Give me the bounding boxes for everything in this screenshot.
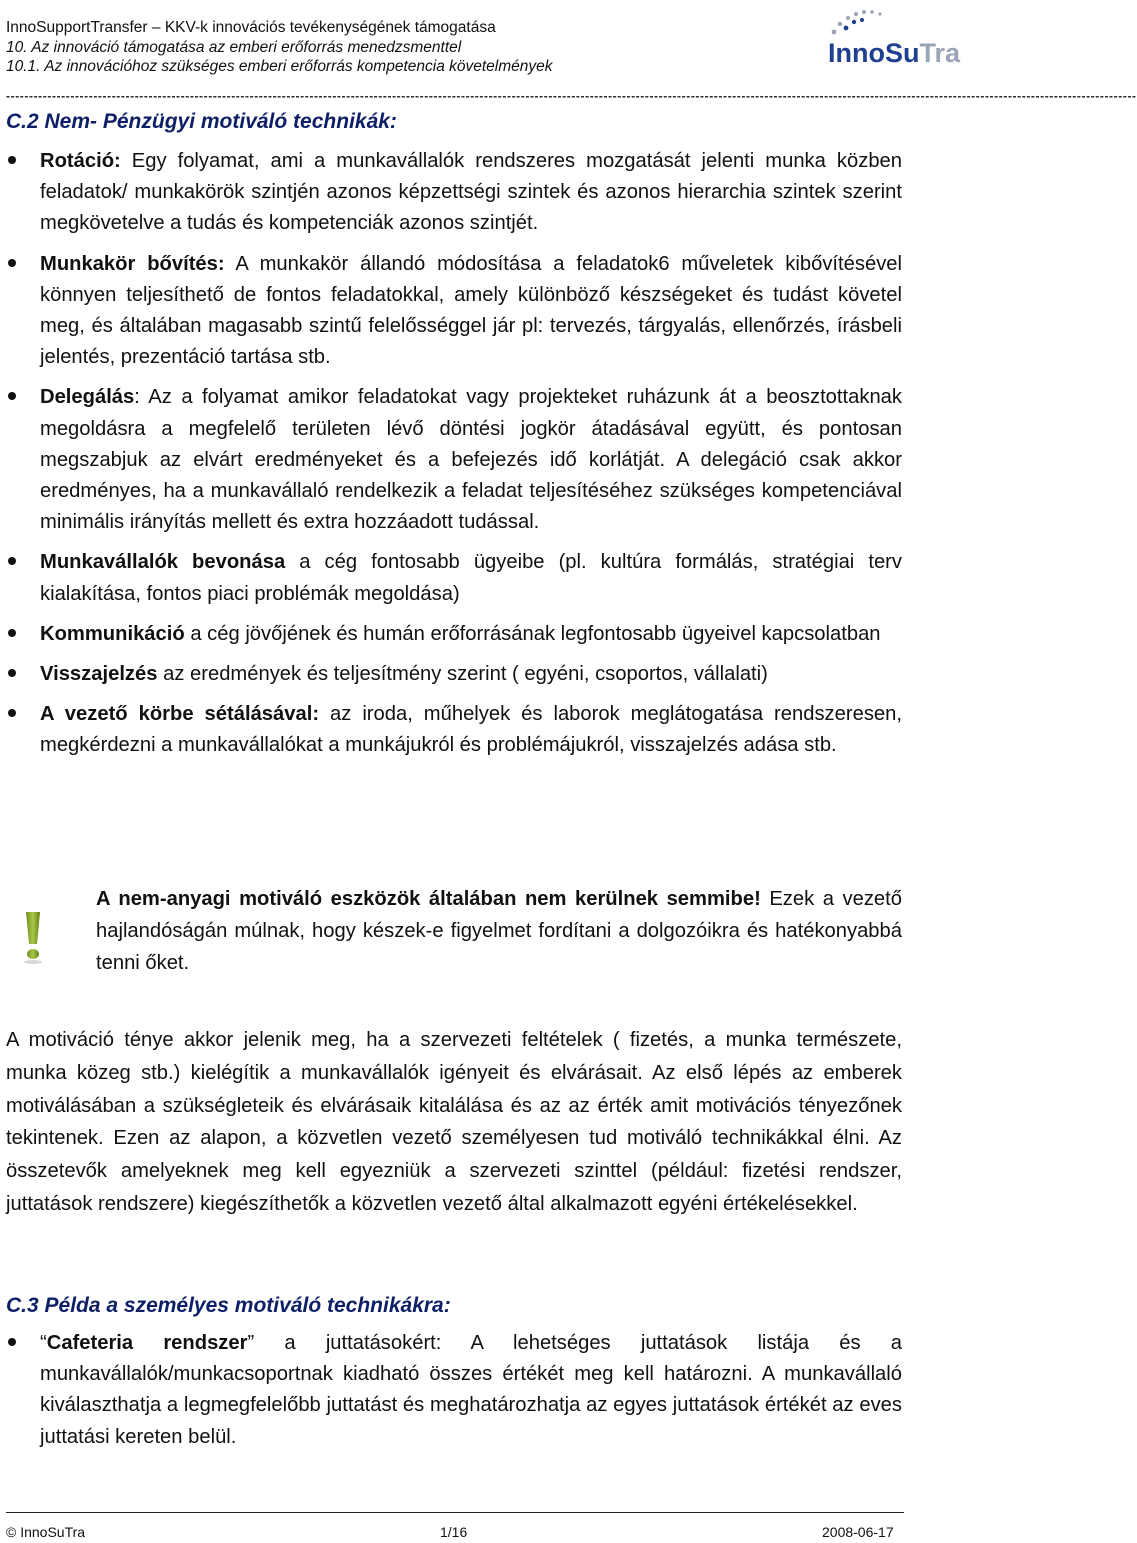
header-project-title: InnoSupportTransfer – KKV-k innovációs tevékenységének támogatása [6, 19, 496, 36]
note-block [96, 884, 902, 979]
bullet-icon [8, 557, 16, 565]
bullet-icon [8, 669, 16, 677]
list-item-term: Kommunikáció [40, 622, 185, 645]
motivation-paragraph: A motiváció ténye akkor jelenik meg, ha a szervezeti feltételek ( fizetés, a munka természete, munka közeg stb.) kielégítik a munkavállalók igényeit és elvárásait. Az első lépés az emberek motiválásában a szükségleteik és elvárásaik kitalálása és az az érték amit motivációs tényezőnek tekintenek. Ezen az alapon, a közvetlen vezető személyesen tud motiváló technikákkal élni. Az összetevők amelyeknek meg kell egyezniük a szervezeti szinttel (például: fizetési rendszer, juttatások rendszere) kiegészíthetők a közvetlen vezető által alkalmazott egyéni értékelésekkel. [6, 1029, 902, 1215]
innosutra-logo [826, 8, 960, 68]
footer-rule [6, 1512, 904, 1513]
section-c3-list [0, 1328, 960, 1462]
list-item [0, 146, 902, 240]
header-chapter-title: 10. Az innováció támogatása az emberi erőforrás menedzsmenttel [6, 38, 462, 56]
list-item [0, 699, 902, 761]
svg-text:InnoSuTra [828, 38, 961, 68]
section-c3-heading: C.3 Példa a személyes motiváló technikákra: [6, 1294, 451, 1317]
list-item-text: Egy folyamat, ami a munkavállalók rendszeres mozgatását jelenti munka közben feladatok/ munkakörök szintjén azonos képzettségi szintek és azonos hierarchia szintek szerint megkövetelve a tudás és kompetenciák azonos szintjét. [40, 150, 902, 235]
list-item-text: : Az a folyamat amikor feladatokat vagy projekteket ruházunk át a beosztottaknak megoldásra a megfelelő területen lévő döntési jogkör átadásával együtt, és pontosan megszabjuk az elvárt eredményeket és a befejezés idő korlátját. A delegáció csak akkor eredményes, ha a munkavállaló rendelkezik a feladat teljesítéséhez szükséges kompetenciával minimális irányítás mellett és extra hozzáadott tudással. [40, 386, 902, 534]
list-item [0, 659, 902, 690]
bullet-icon [8, 1338, 16, 1346]
list-item-text: ” a juttatásokért: A lehetséges juttatások listája és a munkavállalók/munkacsoportnak kiadható összes értékét meg kell határozni. A munkavállaló kiválaszthatja a legmegfelelőbb juttatást és meghatározhatja az egyes juttatások értékét az eves juttatási kereten belül. [40, 1332, 902, 1448]
list-item-text: A munkakör állandó módosítása a feladatok6 műveletek kibővítésével könnyen teljesíthető de fontos feladatokkal, amely különböző készségeket és tudást követel meg, és általában magasabb szintű felelősséggel jár pl: tervezés, tárgyalás, ellenőrzés, írásbeli jelentés, prezentáció tartása stb. [40, 252, 902, 369]
list-item-term: Visszajelzés [40, 663, 158, 686]
footer-copyright: © InnoSuTra [6, 1524, 86, 1540]
page-header [6, 18, 553, 77]
bullet-icon [8, 709, 16, 717]
bullet-icon [8, 392, 16, 400]
list-item [0, 619, 902, 650]
logo-su-text: Su [884, 38, 920, 68]
list-item-term: Munkavállalók bevonása [40, 551, 286, 574]
list-item [0, 1328, 902, 1453]
header-section-title: 10.1. Az innovációhoz szükséges emberi erőforrás kompetencia követelmények [6, 58, 553, 75]
section-c2-list [0, 146, 960, 771]
list-item-prefix: “ [40, 1332, 47, 1354]
bullet-icon [8, 259, 16, 267]
bullet-icon [8, 156, 16, 164]
list-item-term: Rotáció: [40, 150, 121, 172]
list-item-text: az iroda, műhelyek és laborok meglátogatása rendszeresen, megkérdezni a munkavállalókat a munkájukról és problémájukról, visszajelzés adása stb. [40, 703, 902, 757]
logo-tra-text: Tra [919, 38, 961, 68]
logo-inno-text: Inno [828, 38, 885, 68]
note-bold-text: A nem-anyagi motiváló eszközök általában nem kerülnek semmibe! [96, 888, 761, 910]
header-dashed-rule: ------------------------------------------------------------------------------------------------------------------------------------------------------------------------------------------------------------------------------------------------------ [6, 89, 1137, 103]
footer-date: 2008-06-17 [822, 1524, 894, 1540]
list-item-text: az eredmények és teljesítmény szerint ( egyéni, csoportos, vállalati) [157, 663, 768, 686]
list-item-term: Cafeteria rendszer [46, 1332, 248, 1354]
list-item [0, 382, 902, 538]
note-text: Ezek a vezető hajlandóságán múlnak, hogy készek-e figyelmet fordítani a dolgozóikra és hatékonyabbá tenni őket. [96, 888, 902, 974]
section-c2-heading: C.2 Nem- Pénzügyi motiváló technikák: [6, 110, 397, 133]
list-item-term: Delegálás [40, 386, 135, 409]
footer-page-number: 1/16 [440, 1524, 468, 1540]
list-item-text: a cég fontosabb ügyeibe (pl. kultúra formálás, stratégiai terv kialakítása, fontos piaci problémák megoldása) [40, 551, 902, 605]
bullet-icon [8, 629, 16, 637]
exclamation-icon [22, 912, 44, 964]
list-item-text: a cég jövőjének és humán erőforrásának legfontosabb ügyeivel kapcsolatban [184, 622, 881, 645]
list-item [0, 547, 902, 609]
list-item-term: A vezető körbe sétálásával: [40, 703, 320, 726]
list-item [0, 249, 902, 374]
list-item-term: Munkakör bővítés: [40, 252, 225, 275]
